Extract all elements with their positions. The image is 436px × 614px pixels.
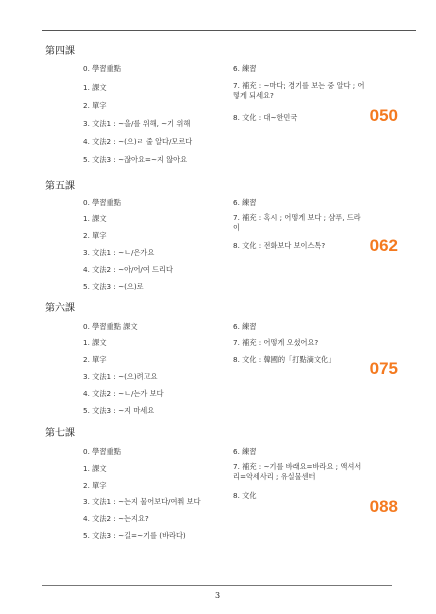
lesson-item: 1. 課文 [83, 464, 107, 473]
lesson-item: 7. 補充 : 어떻게 오셨어요? [233, 338, 319, 347]
lesson-item: 3. 文法1 : ~(으)려고요 [83, 372, 158, 381]
page-number: 3 [215, 591, 221, 600]
lesson-item: 0. 學習重點 課文 [83, 322, 138, 331]
lesson-item: 6. 練習 [233, 64, 257, 73]
lesson-item: 3. 文法1 : ~ㄴ/은가요 [83, 248, 155, 257]
lesson-item: 2. 單字 [83, 355, 107, 364]
lesson-item: 6. 練習 [233, 447, 257, 456]
lesson-title: 第七課 [45, 428, 75, 439]
lesson-item: 2. 單字 [83, 231, 107, 240]
lesson-item: 7. 補充 : ~기를 바래요=바라요 ; 액셔서리=악세사리 ; 유실물센터 [233, 462, 362, 481]
page-reference: 050 [369, 106, 398, 125]
lesson-item: 0. 學習重點 [83, 447, 121, 456]
lesson-item: 5. 文法3 : ~길=~기를 (바라다) [83, 531, 186, 540]
lesson-item: 4. 文法2 : ~는지요? [83, 514, 149, 523]
lesson-title: 第五課 [45, 181, 75, 192]
page-reference: 062 [369, 236, 398, 255]
lesson-item: 8. 文化 : 전화보다 보이스톡? [233, 241, 326, 250]
lesson-item: 4. 文法2 : ~ㄴ/는가 보다 [83, 389, 164, 398]
lesson-item: 0. 學習重點 [83, 198, 121, 207]
lesson-item: 0. 學習重點 [83, 64, 121, 73]
lesson-item: 8. 文化 : 韓國的「打點滴文化」 [233, 355, 336, 364]
bottom-rule [42, 585, 392, 586]
lesson-item: 5. 文法3 : ~(으)로 [83, 282, 144, 291]
page-reference: 088 [369, 497, 398, 516]
lesson-item: 6. 練習 [233, 198, 257, 207]
lesson-item: 6. 練習 [233, 322, 257, 331]
lesson-item: 7. 補充 : 혹시 ; 어떻게 보다 ; 샴푸, 드라이 [233, 213, 361, 232]
lesson-item: 2. 單字 [83, 101, 107, 110]
top-rule [42, 30, 416, 31]
lesson-item: 5. 文法3 : ~지 마세요 [83, 406, 155, 415]
lesson-item: 3. 文法1 : ~을/를 위해, ~기 위해 [83, 119, 191, 128]
lesson-item: 1. 課文 [83, 338, 107, 347]
lesson-item: 4. 文法2 : ~아/어/여 드리다 [83, 265, 173, 274]
lesson-item: 8. 文化 [233, 491, 257, 500]
lesson-item: 7. 補充 : ~마다; 경기를 보는 중 알다 ; 어떻게 되세요? [233, 81, 365, 100]
lesson-title: 第四課 [45, 46, 75, 57]
lesson-item: 8. 文化 : 대~한민국 [233, 113, 298, 122]
lesson-item: 2. 單字 [83, 481, 107, 490]
page-reference: 075 [369, 359, 398, 378]
lesson-title: 第六課 [45, 303, 75, 314]
lesson-item: 4. 文法2 : ~(으)ㄹ 줄 알다/모르다 [83, 137, 193, 146]
lesson-item: 1. 課文 [83, 83, 107, 92]
lesson-item: 1. 課文 [83, 214, 107, 223]
lesson-item: 3. 文法1 : ~는지 물어보다/여쭤 보다 [83, 497, 201, 506]
lesson-item: 5. 文法3 : ~잖아요=~지 않아요 [83, 155, 188, 164]
